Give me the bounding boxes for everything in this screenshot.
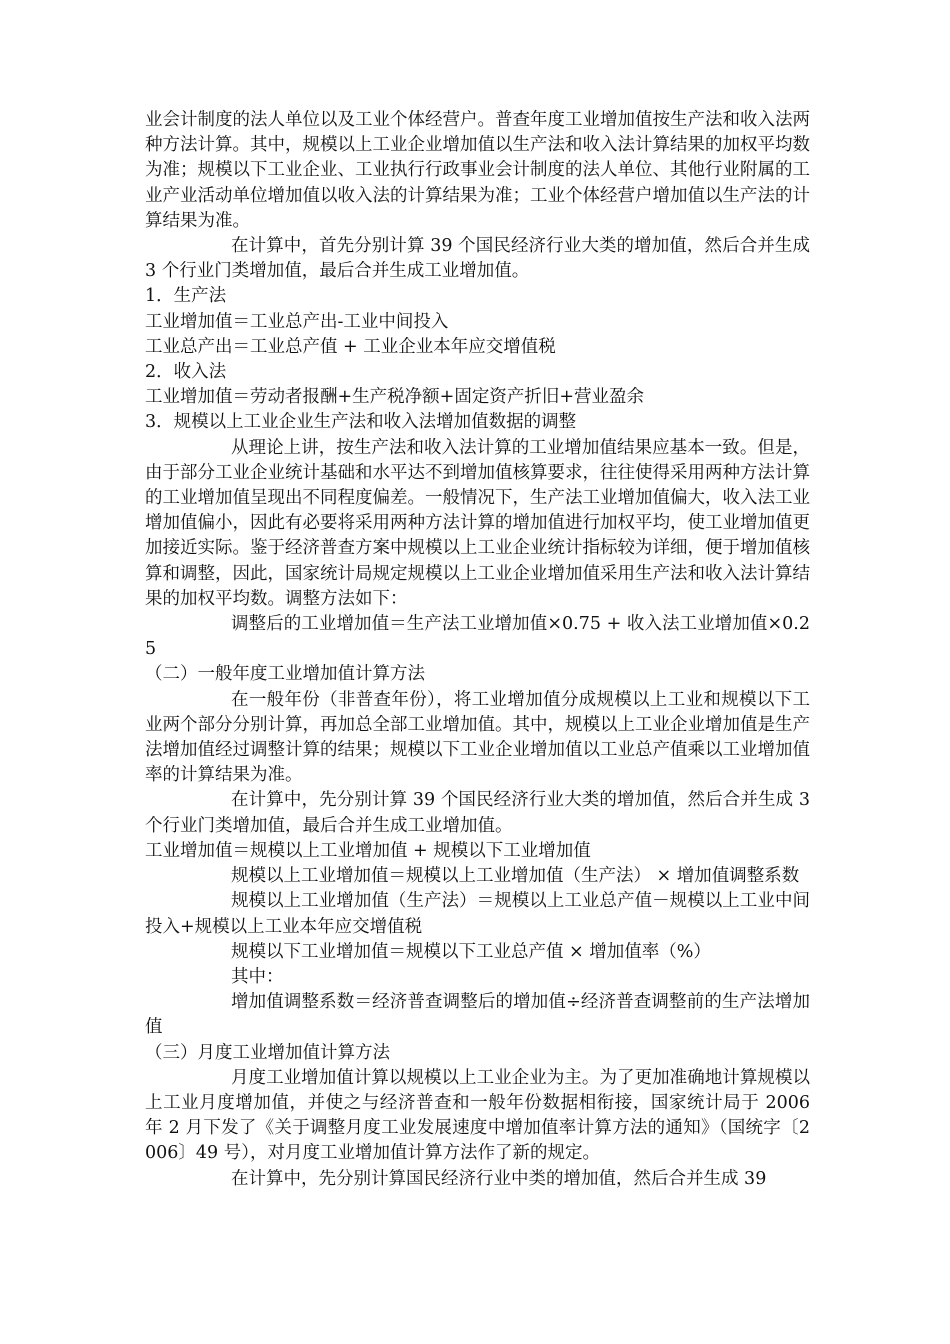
formula-value-added-income: 工业增加值＝劳动者报酬+生产税净额+固定资产折旧+营业盈余 — [145, 387, 644, 408]
formula-total-value-added: 工业增加值＝规模以上工业增加值 + 规模以下工业增加值 — [145, 840, 591, 861]
formula-value-added-production: 工业增加值＝工业总产出-工业中间投入 — [145, 311, 449, 332]
heading-adjustment: 3．规模以上工业企业生产法和收入法增加值数据的调整 — [145, 412, 577, 433]
heading-income-method: 2．收入法 — [145, 362, 227, 383]
paragraph-general-calculation: 在计算中，先分别计算 39 个国民经济行业大类的增加值，然后合并生成 3 个行业门类增加值，最后合并生成工业增加值。 — [145, 790, 810, 836]
heading-production-method: 1．生产法 — [145, 286, 227, 307]
heading-general-year: （二）一般年度工业增加值计算方法 — [145, 664, 425, 685]
document-body — [145, 108, 810, 1192]
formula-below-scale: 规模以下工业增加值＝规模以下工业总产值 × 增加值率（%） — [231, 941, 711, 962]
paragraph-monthly-calculation: 在计算中，先分别计算国民经济行业中类的增加值，然后合并生成 39 — [231, 1168, 767, 1189]
heading-monthly: （三）月度工业增加值计算方法 — [145, 1042, 390, 1063]
label-where: 其中： — [231, 966, 284, 987]
formula-adjustment-coefficient: 增加值调整系数＝经济普查调整后的增加值÷经济普查调整前的生产法增加值 — [145, 992, 810, 1038]
formula-above-scale-production: 规模以上工业增加值（生产法）＝规模以上工业总产值－规模以上工业中间投入+规模以上工业本年应交增值税 — [145, 891, 810, 937]
paragraph-general-year: 在一般年份（非普查年份），将工业增加值分成规模以上工业和规模以下工业两个部分分别计算，再加总全部工业增加值。其中，规模以上工业企业增加值是生产法增加值经过调整计算的结果；规模以下工业企业增加值以工业总产值乘以工业增加值率的计算结果为准。 — [145, 689, 810, 786]
formula-total-output: 工业总产出＝工业总产值 + 工业企业本年应交增值税 — [145, 336, 556, 357]
formula-above-scale: 规模以上工业增加值＝规模以上工业增加值（生产法） × 增加值调整系数 — [231, 866, 800, 887]
paragraph-adjustment-reason: 从理论上讲，按生产法和收入法计算的工业增加值结果应基本一致。但是，由于部分工业企业统计基础和水平达不到增加值核算要求，往往使得采用两种方法计算的工业增加值呈现出不同程度偏差。一般情况下，生产法工业增加值偏大，收入法工业增加值偏小，因此有必要将采用两种方法计算的增加值进行加权平均，使工业增加值更加接近实际。鉴于经济普查方案中规模以上工业企业统计指标较为详细，便于增加值核算和调整，因此，国家统计局规定规模以上工业企业增加值采用生产法和收入法计算结果的加权平均数。调整方法如下： — [145, 437, 810, 609]
paragraph-census-scope: 业会计制度的法人单位以及工业个体经营户。普查年度工业增加值按生产法和收入法两种方法计算。其中，规模以上工业企业增加值以生产法和收入法计算结果的加权平均数为准；规模以下工业企业、工业执行行政事业会计制度的法人单位、其他行业附属的工业产业活动单位增加值以收入法的计算结果为准；工业个体经营户增加值以生产法的计算结果为准。 — [145, 110, 810, 231]
formula-weighted-average: 调整后的工业增加值＝生产法工业增加值×0.75 + 收入法工业增加值×0.25 — [145, 614, 810, 660]
paragraph-census-calculation: 在计算中，首先分别计算 39 个国民经济行业大类的增加值，然后合并生成 3 个行业门类增加值，最后合并生成工业增加值。 — [145, 236, 810, 282]
paragraph-monthly: 月度工业增加值计算以规模以上工业企业为主。为了更加准确地计算规模以上工业月度增加值，并使之与经济普查和一般年份数据相衔接，国家统计局于 2006 年 2 月下发了《关于调整月度工业发展速度中增加值率计算方法的通知》（国统字〔2006〕49 号），对月度工业增加值计算方法作了新的规定。 — [145, 1067, 810, 1164]
